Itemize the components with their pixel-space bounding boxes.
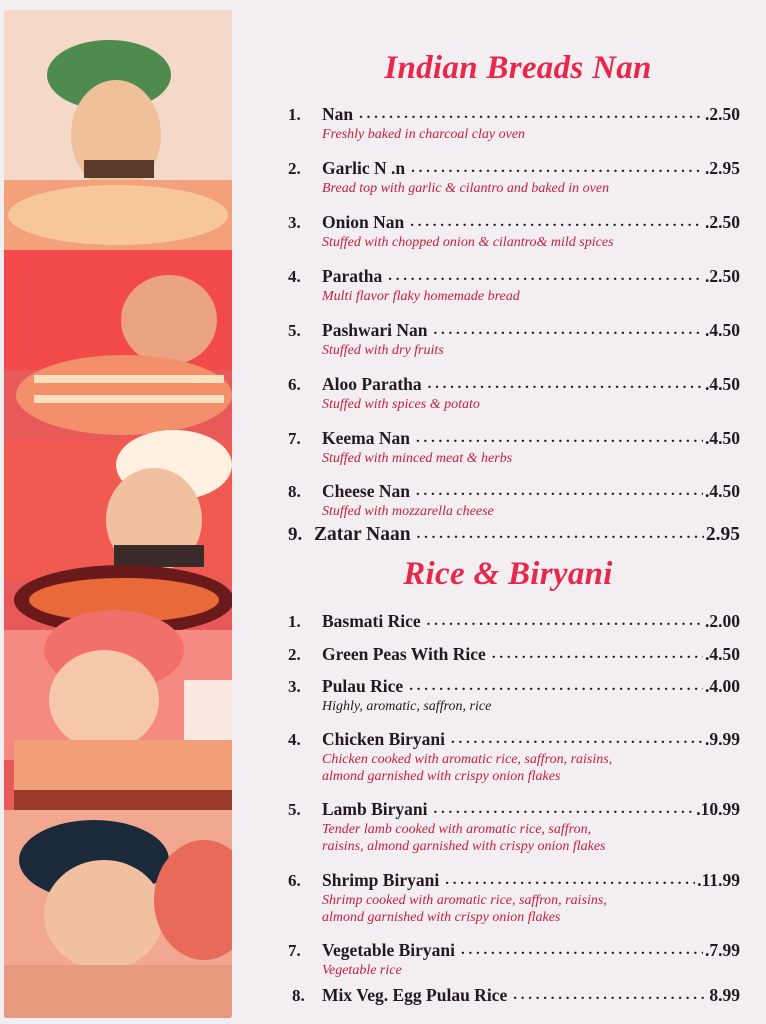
section-title-rice-biryani: Rice & Biryani [403, 556, 613, 592]
item-price: .2.50 [705, 266, 740, 286]
menu-item-pashwari-nan [288, 320, 740, 359]
item-name: Aloo Paratha [322, 374, 422, 394]
item-description: Stuffed with dry fruits [322, 343, 444, 358]
menu-item-pulau-rice [288, 676, 740, 715]
item-name: Paratha [322, 266, 383, 286]
item-price: .2.50 [705, 212, 740, 232]
item-price: .10.99 [696, 799, 740, 819]
item-price: .4.50 [705, 374, 740, 394]
menu-item-mix-veg-egg-pulau-rice [292, 985, 740, 1007]
item-number: 7. [288, 941, 301, 960]
item-price: .2.95 [705, 158, 740, 178]
dot-leader [409, 678, 703, 695]
item-number: 5. [288, 321, 301, 340]
item-number: 9. [288, 524, 303, 545]
dot-leader [451, 731, 703, 748]
item-description: Tender lamb cooked with aromatic rice, saffron, [322, 822, 592, 837]
item-description: Highly, aromatic, saffron, rice [322, 699, 492, 714]
item-name: Cheese Nan [322, 481, 410, 501]
item-number: 7. [288, 429, 301, 448]
dot-leader [416, 430, 703, 447]
item-name: Basmati Rice [322, 611, 421, 631]
dot-leader [513, 987, 707, 1004]
item-name: Vegetable Biryani [322, 940, 456, 960]
item-number: 4. [288, 267, 301, 286]
dot-leader [445, 872, 695, 889]
item-name: Pashwari Nan [322, 320, 428, 340]
item-number: 6. [288, 871, 301, 890]
item-number: 5. [288, 800, 301, 819]
dot-leader [411, 160, 703, 177]
menu-content [288, 0, 748, 1024]
item-name: Pulau Rice [322, 676, 404, 696]
dot-leader [434, 322, 704, 339]
item-price: .2.50 [705, 104, 740, 124]
item-number: 2. [288, 159, 301, 178]
menu-item-aloo-paratha [288, 374, 740, 413]
item-number: 1. [288, 612, 301, 631]
item-description: Stuffed with chopped onion & cilantro& mild spices [322, 235, 614, 250]
menu-item-lamb-biryani [288, 799, 740, 855]
menu-item-zatar-naan [288, 524, 740, 550]
menu-item-garlic-nan [288, 158, 740, 197]
item-price: .4.00 [705, 676, 740, 696]
item-description: Stuffed with spices & potato [322, 397, 480, 412]
dot-leader [461, 942, 703, 959]
item-price: 2.95 [705, 524, 740, 545]
item-number: 3. [288, 677, 301, 696]
menu-item-vegetable-biryani [288, 940, 740, 979]
item-description: Vegetable rice [322, 963, 402, 978]
item-price: .11.99 [697, 870, 740, 890]
dot-leader [434, 801, 695, 818]
item-description-line-2: almond garnished with crispy onion flakes [322, 910, 561, 925]
mughal-portraits-illustration [4, 10, 232, 1018]
item-number: 4. [288, 730, 301, 749]
dot-leader [410, 214, 703, 231]
item-name: Keema Nan [322, 428, 410, 448]
menu-item-nan [288, 104, 740, 143]
item-description-line-2: almond garnished with crispy onion flakes [322, 769, 561, 784]
item-name: Chicken Biryani [322, 729, 446, 749]
item-description: Chicken cooked with aromatic rice, saffron, raisins, [322, 752, 613, 767]
item-name: Lamb Biryani [322, 799, 428, 819]
item-description: Bread top with garlic & cilantro and baked in oven [322, 181, 610, 196]
dot-leader [492, 646, 703, 663]
dot-leader [428, 376, 703, 393]
item-description: Shrimp cooked with aromatic rice, saffron, raisins, [322, 893, 607, 908]
item-price: 8.99 [709, 985, 740, 1005]
item-description: Freshly baked in charcoal clay oven [322, 127, 526, 142]
menu-item-paratha [288, 266, 740, 305]
item-name: Zatar Naan [314, 524, 411, 545]
item-name: Shrimp Biryani [322, 870, 440, 890]
item-price: .4.50 [705, 644, 740, 664]
dot-leader [416, 483, 703, 500]
item-number: 6. [288, 375, 301, 394]
item-number: 3. [288, 213, 301, 232]
menu-item-chicken-biryani [288, 729, 740, 785]
menu-item-basmati-rice [288, 611, 740, 633]
item-name: Garlic N .n [322, 158, 406, 178]
item-price: .2.00 [705, 611, 740, 631]
item-price: .4.50 [705, 481, 740, 501]
dot-leader [417, 526, 704, 543]
dot-leader [388, 268, 703, 285]
dot-leader [427, 613, 703, 630]
item-name: Nan [322, 104, 354, 124]
item-price: .9.99 [705, 729, 740, 749]
item-description: Stuffed with minced meat & herbs [322, 451, 513, 466]
menu-item-onion-nan [288, 212, 740, 251]
menu-item-keema-nan [288, 428, 740, 467]
item-name: Onion Nan [322, 212, 405, 232]
item-price: .7.99 [705, 940, 740, 960]
item-number: 2. [288, 645, 301, 664]
section-title-breads: Indian Breads Nan [384, 50, 652, 86]
item-number: 1. [288, 105, 301, 124]
item-name: Green Peas With Rice [322, 644, 486, 664]
item-name: Mix Veg. Egg Pulau Rice [322, 985, 508, 1005]
item-price: .4.50 [705, 428, 740, 448]
menu-item-shrimp-biryani [288, 870, 740, 926]
item-number: 8. [292, 986, 305, 1005]
menu-item-cheese-nan [288, 481, 740, 520]
dot-leader [359, 106, 703, 123]
item-description-line-2: raisins, almond garnished with crispy onion flakes [322, 839, 606, 854]
item-number: 8. [288, 482, 301, 501]
item-description: Stuffed with mozzarella cheese [322, 504, 494, 519]
item-price: .4.50 [705, 320, 740, 340]
menu-item-green-peas-rice [288, 644, 740, 666]
item-description: Multi flavor flaky homemade bread [322, 289, 520, 304]
